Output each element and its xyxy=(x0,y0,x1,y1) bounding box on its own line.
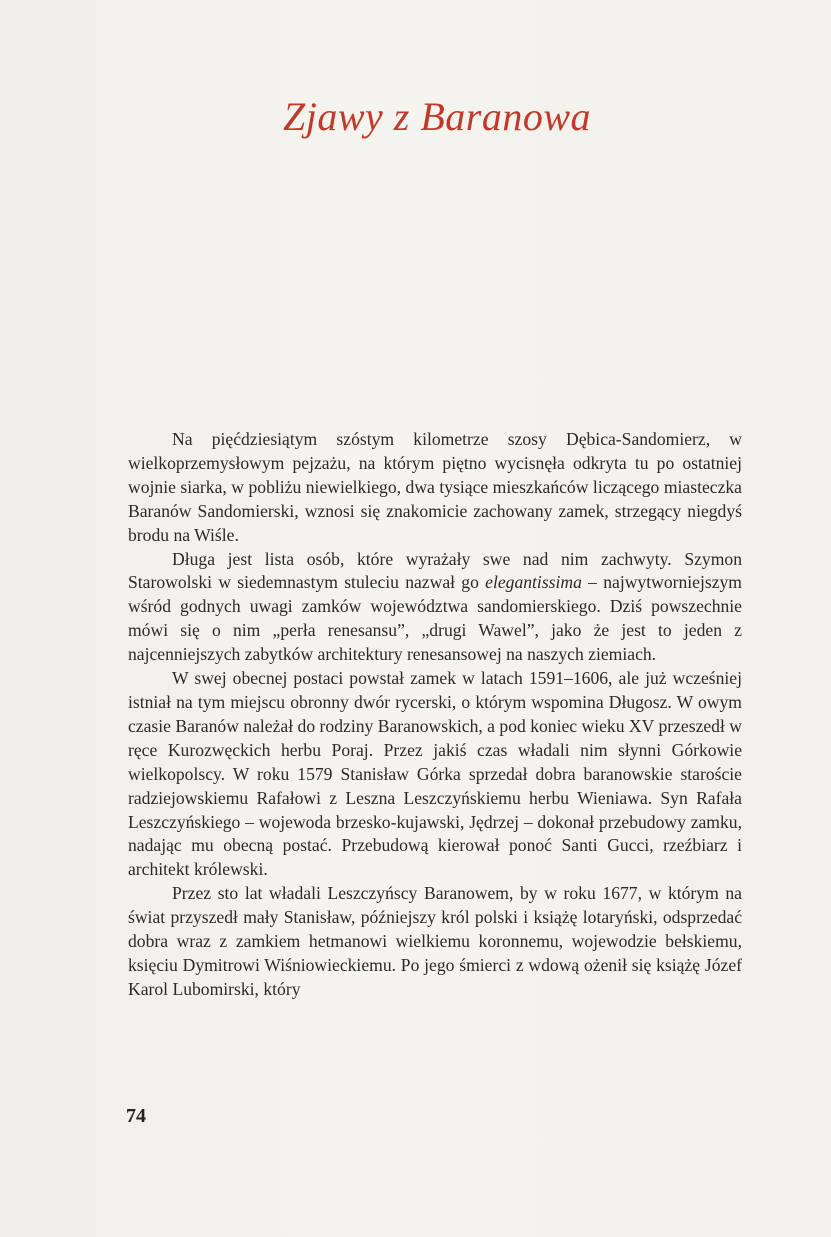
paragraph-3 xyxy=(128,667,742,882)
paragraph-2-text-end: – najwytworniejszym wśród godnych uwagi zamków województwa sandomierskiego. Dziś powszechnie mówi się o nim „perła renesansu”, „drugi Wawel”, jako że jest to jeden z najcenniejszych zabytków architektury renesansowej na naszych ziemiach. xyxy=(128,572,742,665)
paragraph-4-text: Przez sto lat władali Leszczyńscy Baranowem, by w roku 1677, w którym na świat przyszedł mały Stanisław, późniejszy król polski i książę lotaryński, odsprzedać dobra wraz z zamkiem hetmanowi wielkiemu koronnemu, wojewodzie bełskiemu, księciu Dymitrowi Wiśniowieckiemu. Po jego śmierci z wdową ożenił się książę Józef Karol Lubomirski, który xyxy=(128,883,742,999)
paragraph-1 xyxy=(128,428,742,548)
paragraph-3-text: W swej obecnej postaci powstał zamek w latach 1591–1606, ale już wcześniej istniał na tym miejscu obronny dwór rycerski, o którym wspomina Długosz. W owym czasie Baranów należał do rodziny Baranowskich, a pod koniec wieku XV przeszedł w ręce Kurozwęckich herbu Poraj. Przez jakiś czas władali nim słynni Górkowie wielkopolscy. W roku 1579 Stanisław Górka sprzedał dobra baranowskie staroście radziejowskiemu Rafałowi z Leszna Leszczyńskiemu herbu Wieniawa. Syn Rafała Leszczyńskiego – wojewoda brzesko-kujawski, Jędrzej – dokonał przebudowy zamku, nadając mu obecną postać. Przebudową kierował ponoć Santi Gucci, rzeźbiarz i architekt królewski. xyxy=(128,668,742,880)
paragraph-2-text-start: Długa jest lista osób, które wyrażały swe nad nim zachwyty. Szymon Starowolski w siedemnastym stuleciu nazwał go xyxy=(128,548,742,593)
paragraph-1-text: Na pięćdziesiątym szóstym kilometrze szosy Dębica-Sandomierz, w wielkoprzemysłowym pejzażu, na którym piętno wycisnęła odkryta tu po ostatniej wojnie siarka, w pobliżu niewielkiego, dwa tysiące mieszkańców liczącego miasteczka Baranów Sandomierski, wznosi się znakomicie zachowany zamek, strzegący niegdyś brodu na Wiśle. xyxy=(128,429,742,545)
body-text xyxy=(128,428,742,1002)
paragraph-2 xyxy=(128,548,742,668)
paragraph-4 xyxy=(128,882,742,1002)
chapter-title: Zjawy z Baranowa xyxy=(283,94,592,139)
italic-term: elegantissima xyxy=(485,572,582,593)
page-number: 74 xyxy=(126,1105,146,1127)
